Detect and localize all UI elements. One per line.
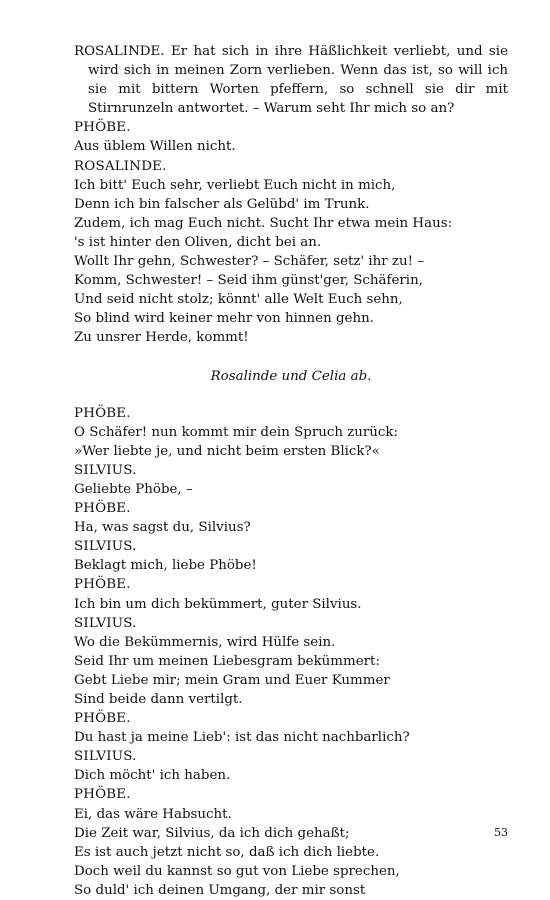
page-number: 53 <box>494 826 508 839</box>
text-line: Ich bin um dich bekümmert, guter Silvius. <box>74 596 362 612</box>
text-line: Zudem, ich mag Euch nicht. Sucht Ihr etwa mein Haus: <box>74 215 453 231</box>
text-line: »Wer liebte je, und nicht beim ersten Blick?« <box>74 443 380 459</box>
dialogue-block-1 <box>74 42 508 348</box>
text-line: Geliebte Phöbe, – <box>74 481 193 497</box>
text-line: Wo die Bekümmernis, wird Hülfe sein. <box>74 634 336 650</box>
speaker-name: ROSALINDE. <box>74 158 167 174</box>
text-line: 's ist hinter den Oliven, dicht bei an. <box>74 234 322 250</box>
text-line: Ha, was sagst du, Silvius? <box>74 520 251 536</box>
text-line: Doch weil du kannst so gut von Liebe sprechen, <box>74 863 400 879</box>
text-line: Beklagt mich, liebe Phöbe! <box>74 558 257 574</box>
text-line: O Schäfer! nun kommt mir dein Spruch zurück: <box>74 424 399 440</box>
text-line: Du hast ja meine Lieb': ist das nicht nachbarlich? <box>74 730 410 746</box>
text-line: Dich möcht' ich haben. <box>74 768 231 784</box>
text-line: Seid Ihr um meinen Liebesgram bekümmert: <box>74 653 380 669</box>
speaker-name: SILVIUS. <box>74 462 137 478</box>
speaker-name: PHÖBE. <box>74 405 131 421</box>
speaker-name: PHÖBE. <box>74 501 131 517</box>
text-line: Gebt Liebe mir; mein Gram und Euer Kummer <box>74 672 390 688</box>
speaker-name: PHÖBE. <box>74 711 131 727</box>
text-line: Aus üblem Willen nicht. <box>74 139 236 155</box>
text-line: Wollt Ihr gehn, Schwester? – Schäfer, setz' ihr zu! – <box>74 254 424 270</box>
text-line: ROSALINDE. Er hat sich in ihre Häßlichkeit verliebt, und sie wird sich in meinen Zorn verlieben. Wenn das ist, so will ich sie mit bittern Worten pfeffern, so schnell sie dir mit Stirnrunzeln antwortet. – Warum seht Ihr mich so an? <box>74 44 508 117</box>
speaker-name: SILVIUS. <box>74 539 137 555</box>
dialogue-block-2 <box>74 404 508 900</box>
stage-direction: Rosalinde und Celia ab. <box>210 368 372 384</box>
play-text <box>74 42 508 900</box>
speaker-name: PHÖBE. <box>74 120 131 136</box>
text-line: Sind beide dann vertilgt. <box>74 692 243 707</box>
text-line: Ei, das wäre Habsucht. <box>74 806 232 822</box>
text-line: So blind wird keiner mehr von hinnen gehn. <box>74 311 374 327</box>
speaker-name: PHÖBE. <box>74 577 131 593</box>
text-line: Zu unsrer Herde, kommt! <box>74 330 249 346</box>
text-line: Komm, Schwester! – Seid ihm günst'ger, Schäferin, <box>74 273 423 289</box>
text-line: Denn ich bin falscher als Gelübd' im Trunk. <box>74 196 370 212</box>
speaker-name: SILVIUS. <box>74 615 137 631</box>
text-line: So duld' ich deinen Umgang, der mir sonst <box>74 882 366 898</box>
text-line: Es ist auch jetzt nicht so, daß ich dich liebte. <box>74 844 380 860</box>
text-line: Und seid nicht stolz; könnt' alle Welt Euch sehn, <box>74 292 403 308</box>
text-line: Die Zeit war, Silvius, da ich dich gehaßt; <box>74 825 350 841</box>
speaker-name: SILVIUS. <box>74 749 137 765</box>
speaker-name: PHÖBE. <box>74 787 131 803</box>
text-line: Ich bitt' Euch sehr, verliebt Euch nicht in mich, <box>74 177 396 193</box>
